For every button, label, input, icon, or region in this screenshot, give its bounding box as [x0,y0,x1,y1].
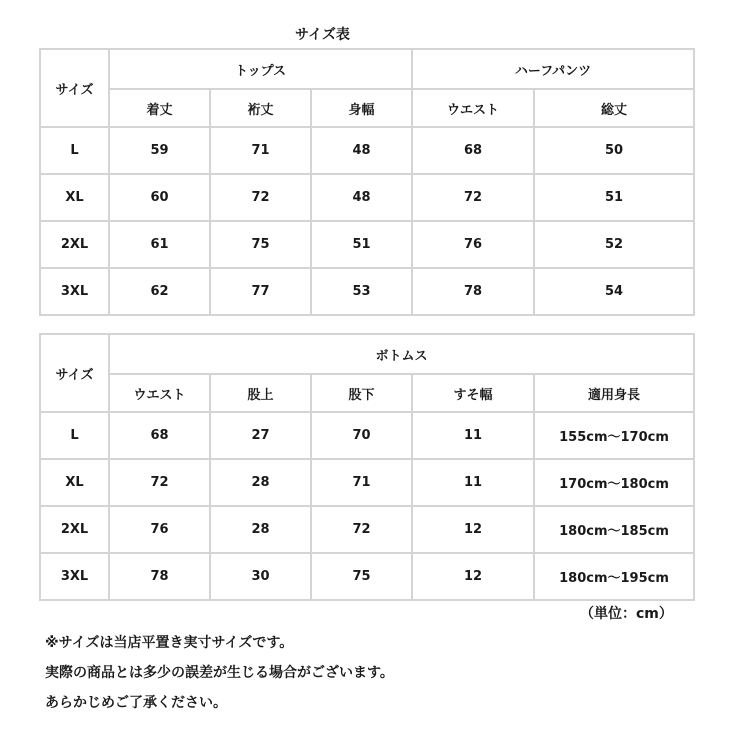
group-header-halfpants: ハーフパンツ [412,49,694,89]
column-header: ウエスト [412,89,534,127]
table-cell: 72 [412,174,534,221]
table-cell: 53 [311,268,412,315]
table-row [40,412,694,459]
table-row [40,127,694,174]
table-cell: 68 [109,412,210,459]
size-label: 2XL [40,221,109,268]
table-cell: 77 [210,268,311,315]
table-cell: 170cm～180cm [534,459,694,506]
note-line: 実際の商品とは多少の誤差が生じる場合がございます。 [45,665,394,681]
size-label: XL [40,459,109,506]
table-header-row [40,334,694,374]
table-cell: 75 [311,553,412,600]
table-cell: 62 [109,268,210,315]
table-row [40,221,694,268]
table-cell: 71 [210,127,311,174]
size-label: 2XL [40,506,109,553]
page-title: サイズ表 [295,27,350,43]
table-row [40,553,694,600]
table-cell: 78 [109,553,210,600]
column-header: ウエスト [109,374,210,412]
table-cell: 155cm～170cm [534,412,694,459]
table-cell: 60 [109,174,210,221]
table-cell: 68 [412,127,534,174]
table-subheader-row [40,89,694,127]
column-header: 股上 [210,374,311,412]
table-cell: 11 [412,459,534,506]
table-cell: 70 [311,412,412,459]
size-header: サイズ [40,49,109,127]
column-header: 裄丈 [210,89,311,127]
column-header: 総丈 [534,89,694,127]
table-cell: 54 [534,268,694,315]
table-cell: 12 [412,506,534,553]
unit-label: （単位：cm） [580,606,673,622]
column-header: 適用身長 [534,374,694,412]
size-label: 3XL [40,553,109,600]
column-header: 身幅 [311,89,412,127]
table-cell: 52 [534,221,694,268]
size-label: L [40,412,109,459]
table-cell: 61 [109,221,210,268]
table-row [40,268,694,315]
table-row [40,506,694,553]
table-cell: 51 [534,174,694,221]
table-cell: 48 [311,174,412,221]
table-row [40,174,694,221]
table-cell: 75 [210,221,311,268]
table-cell: 51 [311,221,412,268]
table-cell: 27 [210,412,311,459]
table-subheader-row [40,374,694,412]
table-cell: 72 [109,459,210,506]
table-header-row [40,49,694,89]
column-header: 着丈 [109,89,210,127]
table-cell: 30 [210,553,311,600]
table-cell: 71 [311,459,412,506]
table-cell: 76 [412,221,534,268]
table-cell: 180cm～185cm [534,506,694,553]
table-cell: 50 [534,127,694,174]
table-cell: 11 [412,412,534,459]
size-label: XL [40,174,109,221]
table-cell: 78 [412,268,534,315]
size-label: 3XL [40,268,109,315]
note-line: あらかじめご了承ください。 [45,695,227,711]
table-cell: 48 [311,127,412,174]
table-cell: 180cm～195cm [534,553,694,600]
table-cell: 28 [210,459,311,506]
size-label: L [40,127,109,174]
column-header: すそ幅 [412,374,534,412]
table-cell: 12 [412,553,534,600]
table-cell: 72 [311,506,412,553]
column-header: 股下 [311,374,412,412]
size-table-bottoms [39,333,695,601]
table-cell: 59 [109,127,210,174]
table-cell: 28 [210,506,311,553]
table-row [40,459,694,506]
group-header-tops: トップス [109,49,412,89]
group-header-bottoms: ボトムス [109,334,694,374]
size-header: サイズ [40,334,109,412]
table-cell: 76 [109,506,210,553]
table-cell: 72 [210,174,311,221]
note-line: ※サイズは当店平置き実寸サイズです。 [45,635,294,651]
size-table-tops-halfpants [39,48,695,316]
